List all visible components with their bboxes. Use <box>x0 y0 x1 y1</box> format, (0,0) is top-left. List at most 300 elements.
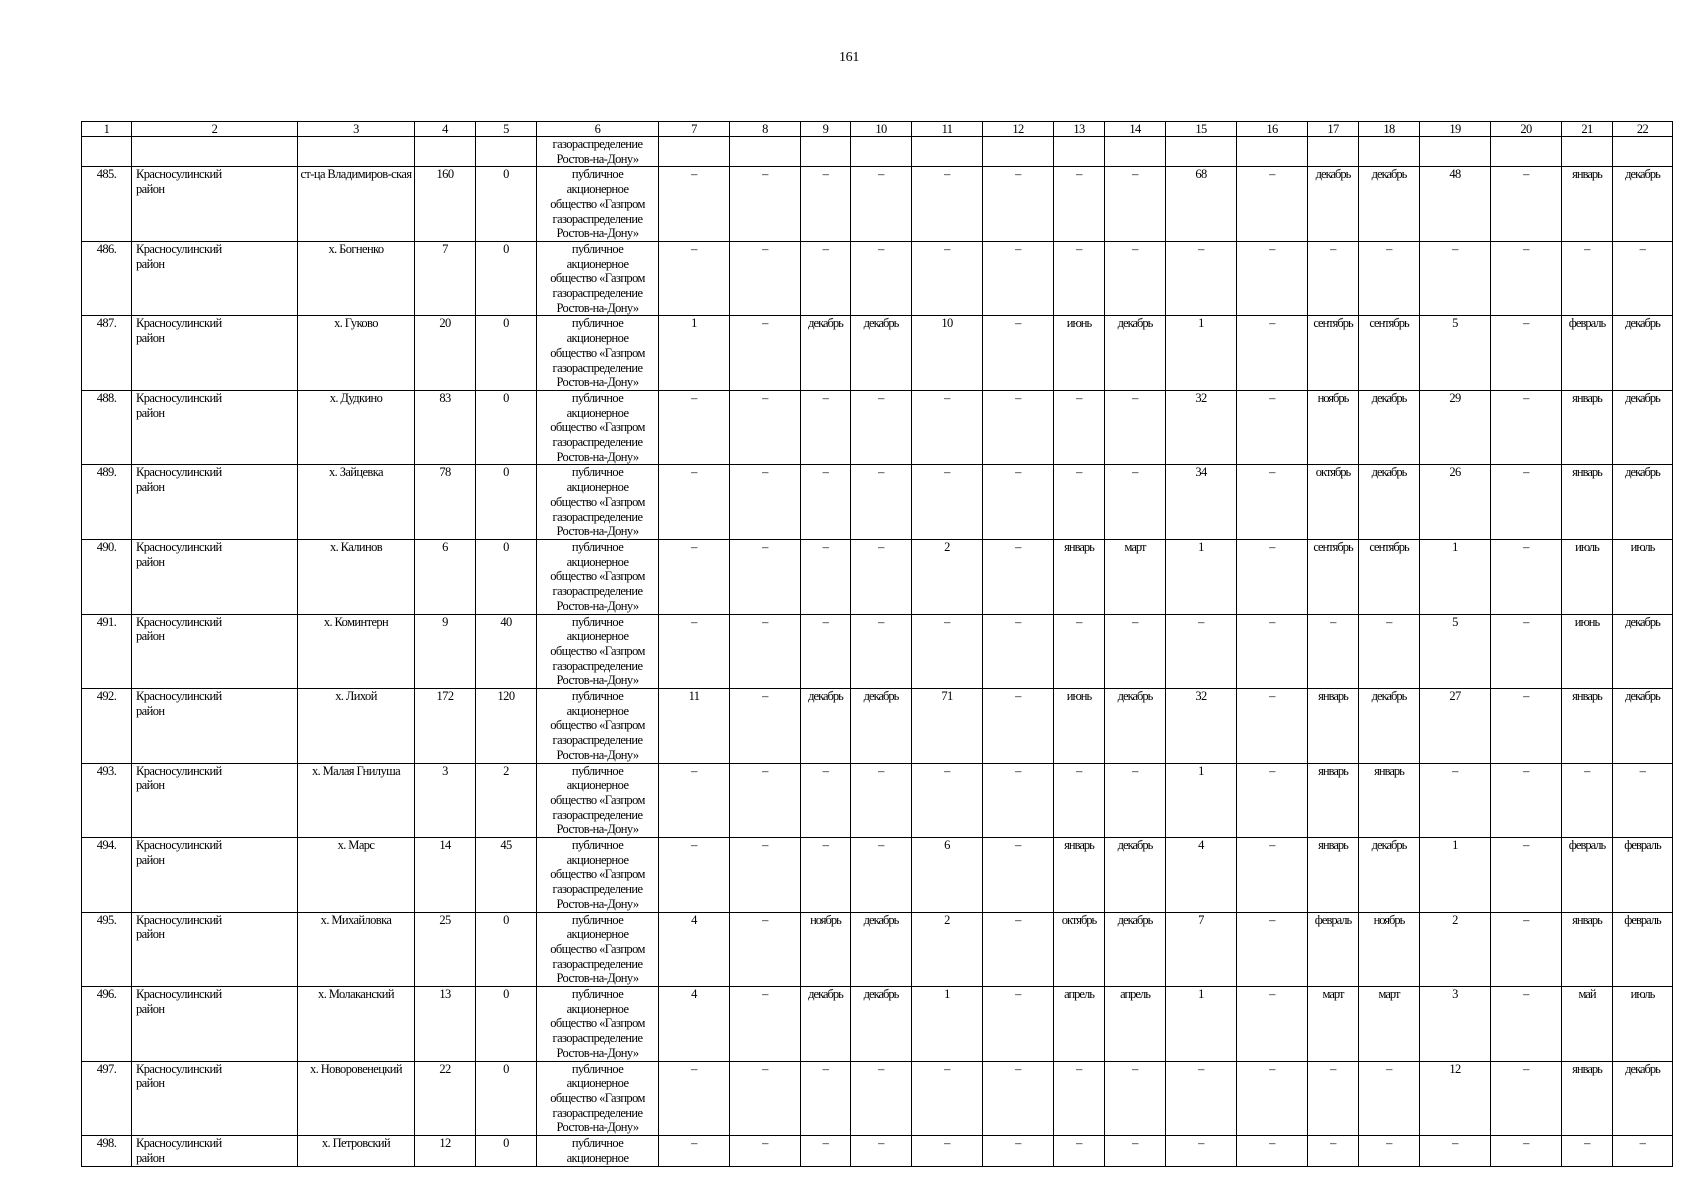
cell-line: Ростов-на-Дону» <box>556 971 639 986</box>
value-cell-18: сентябрь <box>1359 539 1420 614</box>
empty-cell <box>132 137 298 167</box>
row-number-cell: 494. <box>82 838 132 913</box>
value-cell-10: – <box>851 167 912 242</box>
cell-line: публичное <box>571 167 624 182</box>
value-cell-7: – <box>659 539 730 614</box>
value-cell-20: – <box>1491 1061 1562 1136</box>
value-cell-9: декабрь <box>801 316 851 391</box>
cell-line: Красносулинский <box>136 316 222 331</box>
value-cell-5: 0 <box>476 912 537 987</box>
cell-line: район <box>136 703 165 718</box>
cell-line: публичное <box>571 912 624 927</box>
value-cell-16: – <box>1237 987 1308 1062</box>
value-cell-8: – <box>730 241 801 316</box>
value-cell-15: 1 <box>1166 316 1237 391</box>
continuation-row <box>82 137 1673 167</box>
value-cell-12: – <box>983 838 1054 913</box>
empty-cell <box>730 137 801 167</box>
cell-line: район <box>136 1001 165 1016</box>
district-cell <box>132 987 298 1062</box>
cell-line: публичное <box>571 539 624 554</box>
value-cell-20: – <box>1491 241 1562 316</box>
value-cell-19: – <box>1420 1136 1491 1166</box>
cell-line: газораспределение <box>552 435 643 450</box>
value-cell-17: февраль <box>1308 912 1359 987</box>
value-cell-11: 2 <box>912 912 983 987</box>
value-cell-21: январь <box>1562 1061 1613 1136</box>
organization-cell <box>537 689 659 764</box>
value-cell-12: – <box>983 465 1054 540</box>
value-cell-20: – <box>1491 838 1562 913</box>
value-cell-8: – <box>730 763 801 838</box>
row-number-cell: 493. <box>82 763 132 838</box>
column-number-row <box>82 122 1673 137</box>
value-cell-4: 7 <box>415 241 476 316</box>
cell-line: публичное <box>571 1061 624 1076</box>
value-cell-20: – <box>1491 167 1562 242</box>
value-cell-8: – <box>730 167 801 242</box>
value-cell-4: 83 <box>415 390 476 465</box>
cell-line: Красносулинский <box>136 539 222 554</box>
row-number-cell: 489. <box>82 465 132 540</box>
column-number-cell: 12 <box>983 122 1054 137</box>
value-cell-7: 4 <box>659 912 730 987</box>
value-cell-13: июнь <box>1054 689 1105 764</box>
column-number-cell: 20 <box>1491 122 1562 137</box>
cell-line: газораспределение <box>552 584 643 599</box>
table-row <box>82 689 1673 764</box>
district-cell <box>132 1136 298 1166</box>
cell-line: Красносулинский <box>136 987 222 1002</box>
row-number-cell: 487. <box>82 316 132 391</box>
cell-line: Ростов-на-Дону» <box>556 822 639 837</box>
value-cell-8: – <box>730 912 801 987</box>
cell-line: газораспределение <box>552 360 643 375</box>
table-row <box>82 241 1673 316</box>
value-cell-17: октябрь <box>1308 465 1359 540</box>
cell-line: газораспределение <box>552 211 643 226</box>
district-cell <box>132 465 298 540</box>
cell-line: газораспределение <box>552 137 643 151</box>
cell-line: Красносулинский <box>136 838 222 853</box>
value-cell-22: декабрь <box>1613 390 1673 465</box>
value-cell-7: – <box>659 241 730 316</box>
value-cell-8: – <box>730 838 801 913</box>
value-cell-16: – <box>1237 1061 1308 1136</box>
cell-line: публичное <box>571 1136 624 1151</box>
cell-line: общество «Газпром <box>550 569 645 584</box>
organization-cell <box>537 167 659 242</box>
value-cell-12: – <box>983 390 1054 465</box>
empty-cell <box>1054 137 1105 167</box>
cell-line: Красносулинский <box>136 763 222 778</box>
value-cell-16: – <box>1237 390 1308 465</box>
district-cell <box>132 614 298 689</box>
organization-cell <box>537 316 659 391</box>
row-number-cell: 488. <box>82 390 132 465</box>
cell-line: Ростов-на-Дону» <box>556 375 639 390</box>
table-row <box>82 1061 1673 1136</box>
table-row <box>82 1136 1673 1166</box>
cell-line: Ростов-на-Дону» <box>556 1120 639 1135</box>
cell-line: Ростов-на-Дону» <box>556 449 639 464</box>
value-cell-11: – <box>912 614 983 689</box>
value-cell-7: – <box>659 390 730 465</box>
value-cell-10: – <box>851 838 912 913</box>
value-cell-16: – <box>1237 763 1308 838</box>
column-number-cell: 17 <box>1308 122 1359 137</box>
value-cell-8: – <box>730 614 801 689</box>
cell-line: общество «Газпром <box>550 643 645 658</box>
row-number-cell: 490. <box>82 539 132 614</box>
settlement-cell: х. Михайловка <box>298 912 415 987</box>
cell-line: Красносулинский <box>136 465 222 480</box>
value-cell-14: – <box>1105 614 1166 689</box>
value-cell-21: февраль <box>1562 316 1613 391</box>
settlement-cell: х. Калинов <box>298 539 415 614</box>
value-cell-19: 29 <box>1420 390 1491 465</box>
value-cell-14: – <box>1105 1061 1166 1136</box>
organization-cell <box>537 838 659 913</box>
cell-line: Ростов-на-Дону» <box>556 300 639 315</box>
value-cell-11: – <box>912 465 983 540</box>
column-number-cell: 21 <box>1562 122 1613 137</box>
cell-line: район <box>136 480 165 495</box>
value-cell-13: – <box>1054 390 1105 465</box>
value-cell-19: 26 <box>1420 465 1491 540</box>
value-cell-21: февраль <box>1562 838 1613 913</box>
value-cell-9: ноябрь <box>801 912 851 987</box>
settlement-cell: х. Марс <box>298 838 415 913</box>
value-cell-9: декабрь <box>801 987 851 1062</box>
value-cell-5: 2 <box>476 763 537 838</box>
district-cell <box>132 1061 298 1136</box>
value-cell-15: – <box>1166 614 1237 689</box>
gasification-table <box>81 121 1673 1167</box>
value-cell-21: – <box>1562 241 1613 316</box>
row-number-cell: 498. <box>82 1136 132 1166</box>
value-cell-21: – <box>1562 1136 1613 1166</box>
value-cell-20: – <box>1491 1136 1562 1166</box>
value-cell-16: – <box>1237 912 1308 987</box>
value-cell-4: 78 <box>415 465 476 540</box>
value-cell-9: – <box>801 763 851 838</box>
value-cell-22: февраль <box>1613 912 1673 987</box>
page-number: 161 <box>838 50 860 65</box>
value-cell-13: апрель <box>1054 987 1105 1062</box>
value-cell-17: январь <box>1308 689 1359 764</box>
settlement-cell: х. Дудкино <box>298 390 415 465</box>
column-number-cell: 6 <box>537 122 659 137</box>
cell-line: Красносулинский <box>136 390 222 405</box>
table-row <box>82 912 1673 987</box>
value-cell-14: – <box>1105 465 1166 540</box>
value-cell-16: – <box>1237 465 1308 540</box>
value-cell-5: 0 <box>476 539 537 614</box>
value-cell-4: 172 <box>415 689 476 764</box>
cell-line: Красносулинский <box>136 241 222 256</box>
value-cell-4: 25 <box>415 912 476 987</box>
value-cell-14: – <box>1105 390 1166 465</box>
district-cell <box>132 167 298 242</box>
column-number-cell: 16 <box>1237 122 1308 137</box>
value-cell-13: октябрь <box>1054 912 1105 987</box>
value-cell-9: – <box>801 241 851 316</box>
organization-cell <box>537 465 659 540</box>
value-cell-17: ноябрь <box>1308 390 1359 465</box>
value-cell-18: – <box>1359 241 1420 316</box>
value-cell-16: – <box>1237 316 1308 391</box>
cell-line: публичное <box>571 465 624 480</box>
value-cell-10: декабрь <box>851 987 912 1062</box>
table-row <box>82 838 1673 913</box>
value-cell-5: 120 <box>476 689 537 764</box>
cell-line: район <box>136 778 165 793</box>
district-cell <box>132 316 298 391</box>
value-cell-20: – <box>1491 689 1562 764</box>
cell-line: газораспределение <box>552 658 643 673</box>
value-cell-8: – <box>730 316 801 391</box>
settlement-cell: х. Молаканский <box>298 987 415 1062</box>
column-number-cell: 22 <box>1613 122 1673 137</box>
cell-line: публичное <box>571 838 624 853</box>
empty-cell <box>659 137 730 167</box>
empty-cell <box>1308 137 1359 167</box>
cell-line: акционерное <box>566 256 629 271</box>
value-cell-7: 11 <box>659 689 730 764</box>
column-number-cell: 19 <box>1420 122 1491 137</box>
cell-line: общество «Газпром <box>550 792 645 807</box>
organization-cell <box>537 241 659 316</box>
value-cell-9: – <box>801 1136 851 1166</box>
value-cell-21: – <box>1562 763 1613 838</box>
cell-line: общество «Газпром <box>550 345 645 360</box>
row-number-cell: 497. <box>82 1061 132 1136</box>
value-cell-7: 1 <box>659 316 730 391</box>
value-cell-14: декабрь <box>1105 316 1166 391</box>
cell-line: акционерное <box>566 703 629 718</box>
cell-line: публичное <box>571 241 624 256</box>
value-cell-19: 48 <box>1420 167 1491 242</box>
empty-cell <box>1420 137 1491 167</box>
value-cell-22: – <box>1613 241 1673 316</box>
value-cell-20: – <box>1491 987 1562 1062</box>
district-cell <box>132 241 298 316</box>
settlement-cell: х. Лихой <box>298 689 415 764</box>
cell-line: общество «Газпром <box>550 494 645 509</box>
value-cell-5: 0 <box>476 987 537 1062</box>
value-cell-22: февраль <box>1613 838 1673 913</box>
district-cell <box>132 763 298 838</box>
district-cell <box>132 390 298 465</box>
value-cell-7: 4 <box>659 987 730 1062</box>
value-cell-5: 0 <box>476 465 537 540</box>
value-cell-17: – <box>1308 1136 1359 1166</box>
value-cell-17: январь <box>1308 763 1359 838</box>
value-cell-8: – <box>730 689 801 764</box>
value-cell-13: – <box>1054 167 1105 242</box>
cell-line: район <box>136 1076 165 1091</box>
value-cell-12: – <box>983 689 1054 764</box>
value-cell-17: сентябрь <box>1308 316 1359 391</box>
value-cell-18: – <box>1359 1061 1420 1136</box>
cell-line: Ростов-на-Дону» <box>556 1045 639 1060</box>
value-cell-16: – <box>1237 167 1308 242</box>
value-cell-10: – <box>851 614 912 689</box>
value-cell-5: 45 <box>476 838 537 913</box>
cell-line: район <box>136 256 165 271</box>
value-cell-4: 14 <box>415 838 476 913</box>
cell-line: акционерное <box>566 927 629 942</box>
value-cell-21: январь <box>1562 465 1613 540</box>
value-cell-17: март <box>1308 987 1359 1062</box>
column-number-cell: 9 <box>801 122 851 137</box>
organization-cell <box>537 390 659 465</box>
value-cell-15: – <box>1166 1136 1237 1166</box>
value-cell-11: – <box>912 763 983 838</box>
value-cell-13: – <box>1054 241 1105 316</box>
value-cell-15: 7 <box>1166 912 1237 987</box>
column-number-cell: 3 <box>298 122 415 137</box>
empty-cell <box>851 137 912 167</box>
cell-line: Красносулинский <box>136 614 222 629</box>
value-cell-7: – <box>659 614 730 689</box>
value-cell-12: – <box>983 241 1054 316</box>
value-cell-7: – <box>659 1136 730 1166</box>
cell-line: акционерное <box>566 182 629 197</box>
value-cell-17: – <box>1308 1061 1359 1136</box>
cell-line: публичное <box>571 987 624 1002</box>
value-cell-14: – <box>1105 763 1166 838</box>
value-cell-18: декабрь <box>1359 689 1420 764</box>
value-cell-18: декабрь <box>1359 838 1420 913</box>
value-cell-12: – <box>983 316 1054 391</box>
value-cell-12: – <box>983 912 1054 987</box>
cell-line: газораспределение <box>552 807 643 822</box>
value-cell-15: 68 <box>1166 167 1237 242</box>
value-cell-4: 20 <box>415 316 476 391</box>
cell-line: Ростов-на-Дону» <box>556 747 639 762</box>
value-cell-15: – <box>1166 241 1237 316</box>
value-cell-17: январь <box>1308 838 1359 913</box>
value-cell-22: – <box>1613 1136 1673 1166</box>
column-number-cell: 2 <box>132 122 298 137</box>
value-cell-8: – <box>730 390 801 465</box>
value-cell-21: июнь <box>1562 614 1613 689</box>
value-cell-13: – <box>1054 465 1105 540</box>
value-cell-7: – <box>659 465 730 540</box>
value-cell-15: 32 <box>1166 689 1237 764</box>
column-number-cell: 15 <box>1166 122 1237 137</box>
cell-line: газораспределение <box>552 956 643 971</box>
value-cell-13: – <box>1054 614 1105 689</box>
value-cell-19: 3 <box>1420 987 1491 1062</box>
value-cell-18: сентябрь <box>1359 316 1420 391</box>
value-cell-14: декабрь <box>1105 689 1166 764</box>
cell-line: акционерное <box>566 1150 629 1165</box>
value-cell-5: 0 <box>476 1061 537 1136</box>
empty-cell <box>1491 137 1562 167</box>
value-cell-14: – <box>1105 1136 1166 1166</box>
value-cell-10: – <box>851 241 912 316</box>
value-cell-7: – <box>659 763 730 838</box>
value-cell-14: март <box>1105 539 1166 614</box>
cell-line: газораспределение <box>552 733 643 748</box>
value-cell-19: 5 <box>1420 614 1491 689</box>
empty-cell <box>476 137 537 167</box>
value-cell-18: декабрь <box>1359 167 1420 242</box>
value-cell-9: – <box>801 390 851 465</box>
value-cell-5: 0 <box>476 241 537 316</box>
organization-cell <box>537 1061 659 1136</box>
value-cell-11: 10 <box>912 316 983 391</box>
value-cell-14: декабрь <box>1105 912 1166 987</box>
value-cell-9: – <box>801 1061 851 1136</box>
table-row <box>82 763 1673 838</box>
cell-line: общество «Газпром <box>550 1091 645 1105</box>
settlement-cell: х. Коминтерн <box>298 614 415 689</box>
row-number-cell: 491. <box>82 614 132 689</box>
empty-cell <box>1359 137 1420 167</box>
value-cell-13: январь <box>1054 539 1105 614</box>
value-cell-17: – <box>1308 241 1359 316</box>
value-cell-16: – <box>1237 838 1308 913</box>
cell-line: район <box>136 927 165 942</box>
cell-line: общество «Газпром <box>550 941 645 956</box>
cell-line: газораспределение <box>552 882 643 897</box>
cell-line: публичное <box>571 390 624 405</box>
value-cell-19: – <box>1420 241 1491 316</box>
value-cell-5: 0 <box>476 167 537 242</box>
value-cell-4: 22 <box>415 1061 476 1136</box>
value-cell-21: январь <box>1562 689 1613 764</box>
value-cell-9: – <box>801 465 851 540</box>
district-cell <box>132 689 298 764</box>
value-cell-21: январь <box>1562 167 1613 242</box>
value-cell-21: июль <box>1562 539 1613 614</box>
value-cell-20: – <box>1491 614 1562 689</box>
value-cell-9: декабрь <box>801 689 851 764</box>
value-cell-9: – <box>801 614 851 689</box>
cell-line: газораспределение <box>552 1031 643 1046</box>
value-cell-12: – <box>983 1136 1054 1166</box>
cell-line: район <box>136 331 165 346</box>
value-cell-21: май <box>1562 987 1613 1062</box>
value-cell-20: – <box>1491 912 1562 987</box>
value-cell-15: 34 <box>1166 465 1237 540</box>
cell-line: акционерное <box>566 480 629 495</box>
settlement-cell: х. Богненко <box>298 241 415 316</box>
empty-cell <box>1166 137 1237 167</box>
value-cell-15: 1 <box>1166 987 1237 1062</box>
value-cell-22: декабрь <box>1613 1061 1673 1136</box>
value-cell-15: 4 <box>1166 838 1237 913</box>
organization-cell <box>537 1136 659 1166</box>
empty-cell <box>1562 137 1613 167</box>
cell-line: Красносулинский <box>136 167 222 182</box>
value-cell-19: 2 <box>1420 912 1491 987</box>
cell-line: акционерное <box>566 1076 629 1091</box>
value-cell-22: – <box>1613 763 1673 838</box>
value-cell-14: – <box>1105 241 1166 316</box>
value-cell-11: – <box>912 241 983 316</box>
row-number-cell: 495. <box>82 912 132 987</box>
cell-line: газораспределение <box>552 1105 643 1120</box>
value-cell-18: март <box>1359 987 1420 1062</box>
value-cell-8: – <box>730 1136 801 1166</box>
value-cell-10: декабрь <box>851 912 912 987</box>
value-cell-9: – <box>801 167 851 242</box>
